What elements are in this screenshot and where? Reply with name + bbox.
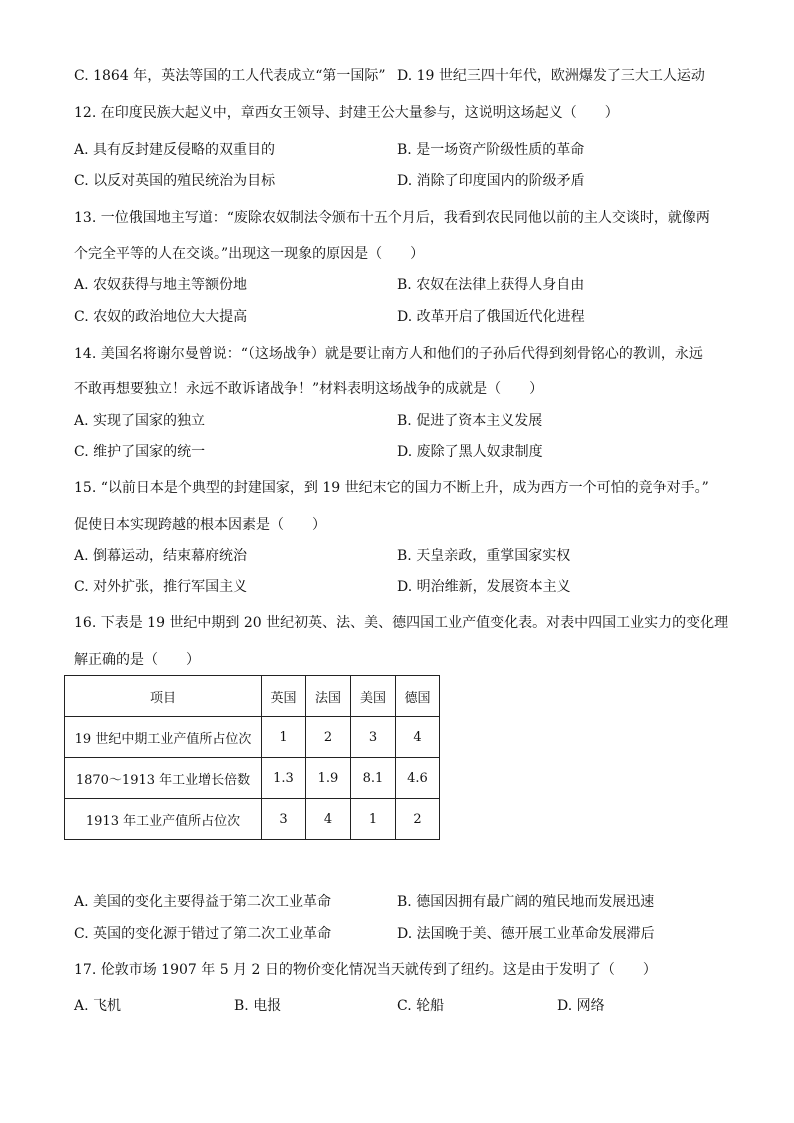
- table-cell: 1: [351, 799, 396, 840]
- question-12-option-a: A. 具有反封建反侵略的双重目的: [74, 142, 276, 158]
- question-14-option-a: A. 实现了国家的独立: [74, 413, 206, 429]
- table-cell: 1870～1913 年工业增长倍数: [65, 758, 262, 799]
- question-14-option-c: C. 维护了国家的统一: [74, 444, 206, 460]
- question-14-option-b: B. 促进了资本主义发展: [397, 413, 543, 429]
- option-d-prev: D. 19 世纪三四十年代，欧洲爆发了三大工人运动: [397, 68, 705, 84]
- table-cell: 3: [351, 717, 396, 758]
- question-12-option-d: D. 消除了印度国内的阶级矛盾: [397, 173, 585, 189]
- question-12-option-b: B. 是一场资产阶级性质的革命: [397, 142, 585, 158]
- option-c-prev: C. 1864 年，英法等国的工人代表成立“第一国际”: [74, 68, 386, 84]
- table-header-row: [65, 676, 440, 717]
- question-17-option-d: D. 网络: [557, 998, 605, 1014]
- table-cell: 1913 年工业产值所占位次: [65, 799, 262, 840]
- question-15-option-d: D. 明治维新，发展资本主义: [397, 579, 571, 595]
- table-row: [65, 799, 440, 840]
- question-16-stem-line1: 16. 下表是 19 世纪中期到 20 世纪初英、法、美、德四国工业产值变化表。对表中四国工业实力的变化理: [74, 615, 729, 631]
- question-13-option-c: C. 农奴的政治地位大大提高: [74, 309, 248, 325]
- table-header-cell: 法国: [306, 676, 351, 717]
- question-12-stem: 12. 在印度民族大起义中，章西女王领导、封建王公大量参与，这说明这场起义（ ）: [74, 105, 619, 121]
- question-15-option-a: A. 倒幕运动，结束幕府统治: [74, 548, 248, 564]
- question-17-option-c: C. 轮船: [397, 998, 445, 1014]
- question-13-stem-line2: 个完全平等的人在交谈。”出现这一现象的原因是（ ）: [74, 246, 425, 262]
- question-13-stem-line1: 13. 一位俄国地主写道：“废除农奴制法令颁布十五个月后，我看到农民同他以前的主人交谈时，就像两: [74, 210, 710, 226]
- question-16-stem-line2: 解正确的是（ ）: [74, 652, 200, 668]
- table-cell: 1.3: [262, 758, 306, 799]
- question-13-option-b: B. 农奴在法律上获得人身自由: [397, 277, 585, 293]
- question-17-option-b: B. 电报: [234, 998, 282, 1014]
- question-16-option-b: B. 德国因拥有最广阔的殖民地而发展迅速: [397, 894, 655, 910]
- table-cell: 4: [306, 799, 351, 840]
- question-14-stem-line1: 14. 美国名将谢尔曼曾说：“（这场战争）就是要让南方人和他们的子孙后代得到刻骨铭心的教训，永远: [74, 346, 703, 362]
- table-header-cell: 德国: [396, 676, 440, 717]
- table-cell: 19 世纪中期工业产值所占位次: [65, 717, 262, 758]
- table-row: [65, 758, 440, 799]
- question-16-option-a: A. 美国的变化主要得益于第二次工业革命: [74, 894, 332, 910]
- table-header-cell: 项目: [65, 676, 262, 717]
- table-cell: 1: [262, 717, 306, 758]
- question-14-option-d: D. 废除了黑人奴隶制度: [397, 444, 543, 460]
- question-14-stem-line2: 不敢再想要独立！永远不敢诉诸战争！”材料表明这场战争的成就是（ ）: [74, 381, 544, 397]
- table-cell: 2: [396, 799, 440, 840]
- table-cell: 4: [396, 717, 440, 758]
- table-header-cell: 英国: [262, 676, 306, 717]
- question-15-option-b: B. 天皇亲政，重掌国家实权: [397, 548, 571, 564]
- question-15-stem-line1: 15. “以前日本是个典型的封建国家，到 19 世纪末它的国力不断上升，成为西方一个可怕的竞争对手。”: [74, 480, 709, 496]
- table-cell: 2: [306, 717, 351, 758]
- question-12-option-c: C. 以反对英国的殖民统治为目标: [74, 173, 276, 189]
- industrial-output-table: [64, 675, 440, 840]
- question-15-option-c: C. 对外扩张，推行军国主义: [74, 579, 248, 595]
- question-13-option-d: D. 改革开启了俄国近代化进程: [397, 309, 585, 325]
- table-cell: 8.1: [351, 758, 396, 799]
- table-cell: 4.6: [396, 758, 440, 799]
- question-16-option-d: D. 法国晚于美、德开展工业革命发展滞后: [397, 926, 655, 942]
- table-cell: 1.9: [306, 758, 351, 799]
- table-header-cell: 美国: [351, 676, 396, 717]
- table-row: [65, 717, 440, 758]
- table-cell: 3: [262, 799, 306, 840]
- question-15-stem-line2: 促使日本实现跨越的根本因素是（ ）: [74, 517, 326, 533]
- question-16-option-c: C. 英国的变化源于错过了第二次工业革命: [74, 926, 332, 942]
- question-17-option-a: A. 飞机: [74, 998, 122, 1014]
- question-13-option-a: A. 农奴获得与地主等额份地: [74, 277, 248, 293]
- question-17-stem: 17. 伦敦市场 1907 年 5 月 2 日的物价变化情况当天就传到了纽约。这是由于发明了（ ）: [74, 962, 657, 978]
